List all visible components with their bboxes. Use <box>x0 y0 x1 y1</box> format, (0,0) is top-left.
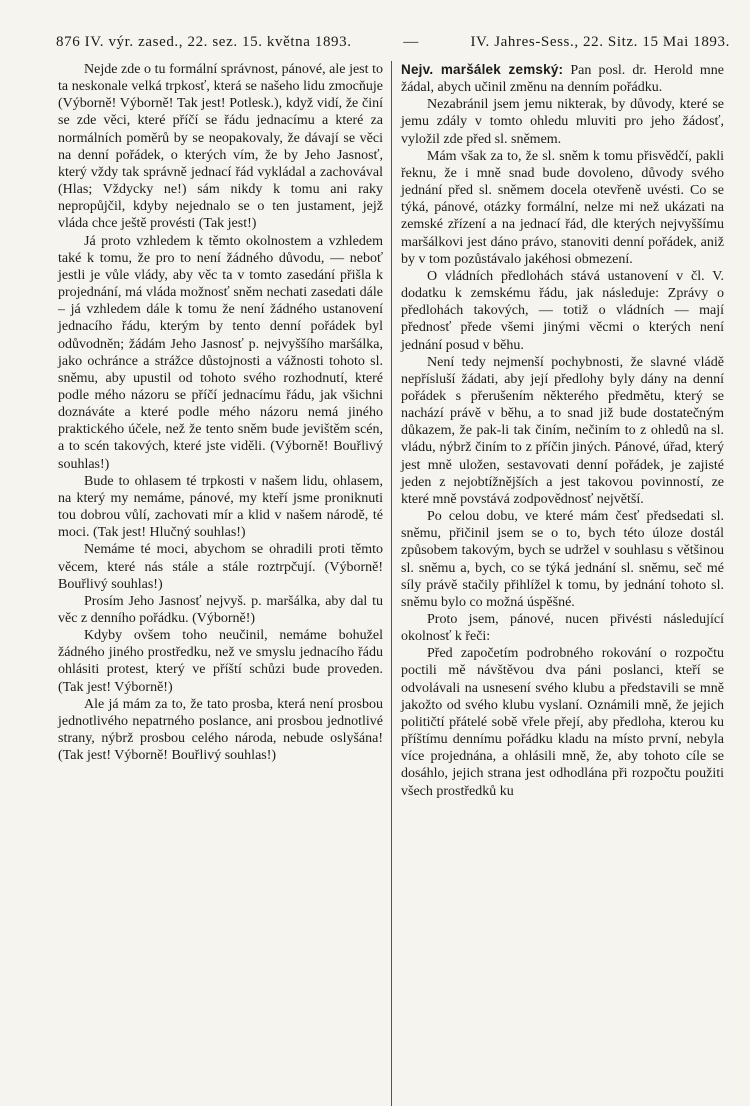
right-paragraph-5: Po celou dobu, ve které mám česť předsedati sl. sněmu, přičinil jsem se o to, bych této úloze dostál způsobem takovým, bych se udržel v souhlasu s většinou sl. sněmu a, bych, co se týká jednání sl. sněmu, seč mé síly právě stačily přihlížel k tomu, by jednání tohoto sl. sněmu bylo co možná úspěšné. <box>401 509 724 610</box>
header-german: IV. Jahres-Sess., 22. Sitz. 15 Mai 1893. <box>470 34 730 50</box>
right-column <box>391 61 724 800</box>
header-czech: 876 IV. výr. zased., 22. sez. 15. května 1893. <box>56 34 352 50</box>
page-header <box>56 34 730 51</box>
left-paragraph-1: Nejde zde o tu formální správnost, pánové, ale jest to ta neskonale velká trpkosť, která se našeho lidu zmocňuje (Výborně! Výborně! Tak jest! Potlesk.), když vidí, že činí se zde věci, které příčí se řádu jednacímu a které za normálních poměrů by se neopakovaly, že dávají se věci na denní pořádek, o kterých vím, že by Jeho Jasnosť, který vždy tak správně jednací řád vykládal a zachovával (Hlas; Vždycky ne!) sám nikdy k tomu ani raky nepropůjčil, kdyby nejednalo se o ten justament, jejž vláda chce ještě provésti (Tak jest!) <box>58 62 383 232</box>
left-paragraph-5: Prosím Jeho Jasnosť nejvyš. p. maršálka, aby dal tu věc z denního pořádku. (Výborně!) <box>58 593 383 626</box>
left-paragraph-4: Nemáme té moci, abychom se ohradili proti těmto věcem, které nás stále a stále roztrpčují. (Výborně! Bouřlivý souhlas!) <box>58 542 383 592</box>
left-paragraph-6: Kdyby ovšem toho neučinil, nemáme bohužel žádného jiného prostředku, než ve smyslu jednacího řádu ohlásiti protest, který ve příští schůzi bude proveden. (Tak jest! Výborně!) <box>58 628 383 695</box>
right-paragraph-6: Proto jsem, pánové, nucen přivésti následující okolnosť k řeči: <box>401 612 724 645</box>
right-paragraph-4: Není tedy nejmenší pochybnosti, že slavné vládě nepřísluší žádati, aby její předlohy byly dány na denní pořádek s přerušením některého předmětu, který se nachází právě v běhu, a to snad již bude dostatečným důkazem, že pak-li tak činím, nečiním to z ohledů na sl. vládu, nýbrž činím to z příčin jiných. Pánové, úřad, který jest mně uložen, sestavovati denní pořádek, je zajisté jeden z nejobtížnějších a jest takovou povinností, ze které mně povstává zodpovědnosť největší. <box>401 354 724 507</box>
left-paragraph-3: Bude to ohlasem té trpkosti v našem lidu, ohlasem, na který my nemáme, pánové, my kteří jsme proniknuti tou dobrou vůlí, zachovati mír a klid v našem národě, té moci. (Tak jest! Hlučný souhlas!) <box>58 473 383 541</box>
right-paragraph-3: O vládních předlohách stává ustanovení v čl. V. dodatku k zemskému řádu, jak následuje: Zprávy o předlohách takových, — totiž o vládních — mají přednosť přede všemi jinými věcmi o kterých není jednání posud v běhu. <box>401 268 724 353</box>
speaker-name: Nejv. maršálek zemský: <box>401 62 564 77</box>
header-separator: — <box>403 34 419 50</box>
left-paragraph-7: Ale já mám za to, že tato prosba, která není prosbou jednotlivého nepatrného poslance, ani prosbou jednotlivé strany, nýbrž prosbou celého národa, nebude oslyšána! (Tak jest! Výborně! Bouřlivý souhlas!) <box>58 696 383 764</box>
column-divider <box>391 61 392 1106</box>
left-paragraph-2: Já proto vzhledem k těmto okolnostem a vzhledem také k tomu, že pro to není žádného důvodu, — neboť jestli je vůle vlády, aby věc ta v tomto zasedání přišla k projednání, má vláda možnosť sněm nechati zasedati dále – já vzhledem dále k tomu že není žádného ustanovení jednacího řádu, kterým by tento denní pořádek byl odůvodněn; žádám Jeho Jasnosť p. nejvyššího maršálka, jako ochránce a strážce důstojnosti a vážnosti tohoto sl. sněmu, aby upustil od tohoto svého rozhodnutí, které podle mého názoru se příčí jednacímu řádu, jak všichni doznáváte a které podle mého názoru nemá jiného praktického účele, než že tento sněm bude jevištěm scén, a to scén takových, které jste viděli. (Výborně! Bouřlivý souhlas!) <box>58 233 383 472</box>
right-paragraph-2: Mám však za to, že sl. sněm k tomu přisvědčí, pakli řeknu, že i mně snad bude dovoleno, důvody svého jednání před sl. sněmem docela otevřeně uvésti. Co se týká, pánové, otázky formální, nelze mi než ukázati na zemské zřízení a na jednací řád, dle kterých nejvyššímu maršálkovi jest dáno právo, stanoviti denní pořádek, aniž by v tom pozůstávalo jakéhosi obmezení. <box>401 148 724 267</box>
speaker-first-text: Pan posl. dr. Herold mne žádal, abych učinil změnu na denním pořádku. <box>401 63 725 96</box>
speaker-paragraph <box>401 61 724 96</box>
text-columns <box>58 61 730 800</box>
left-column <box>58 61 391 800</box>
right-paragraph-7: Před započetím podrobného rokování o rozpočtu poctili mě návštěvou dva páni poslanci, kteří se odvolávali na usnesení svého klubu a představili se mně jakožto od svého klubu vyslaní. Oznámili mně, že jejich političtí přátelé sobě vřele přejí, aby předloha, kterou ku příštímu dennímu pořádku kladu na místo první, nebyla více projednána, a ohlásili mně, že, aby tohoto cíle se dosáhlo, jejich strana jest odhodlána při rozpočtu použiti všech prostředků ku <box>401 646 724 799</box>
right-paragraph-1: Nezabránil jsem jemu nikterak, by důvody, které se jemu zdály v tomto ohledu mluviti pro jeho žádosť, vyložil zde před sl. sněmem. <box>401 97 724 147</box>
